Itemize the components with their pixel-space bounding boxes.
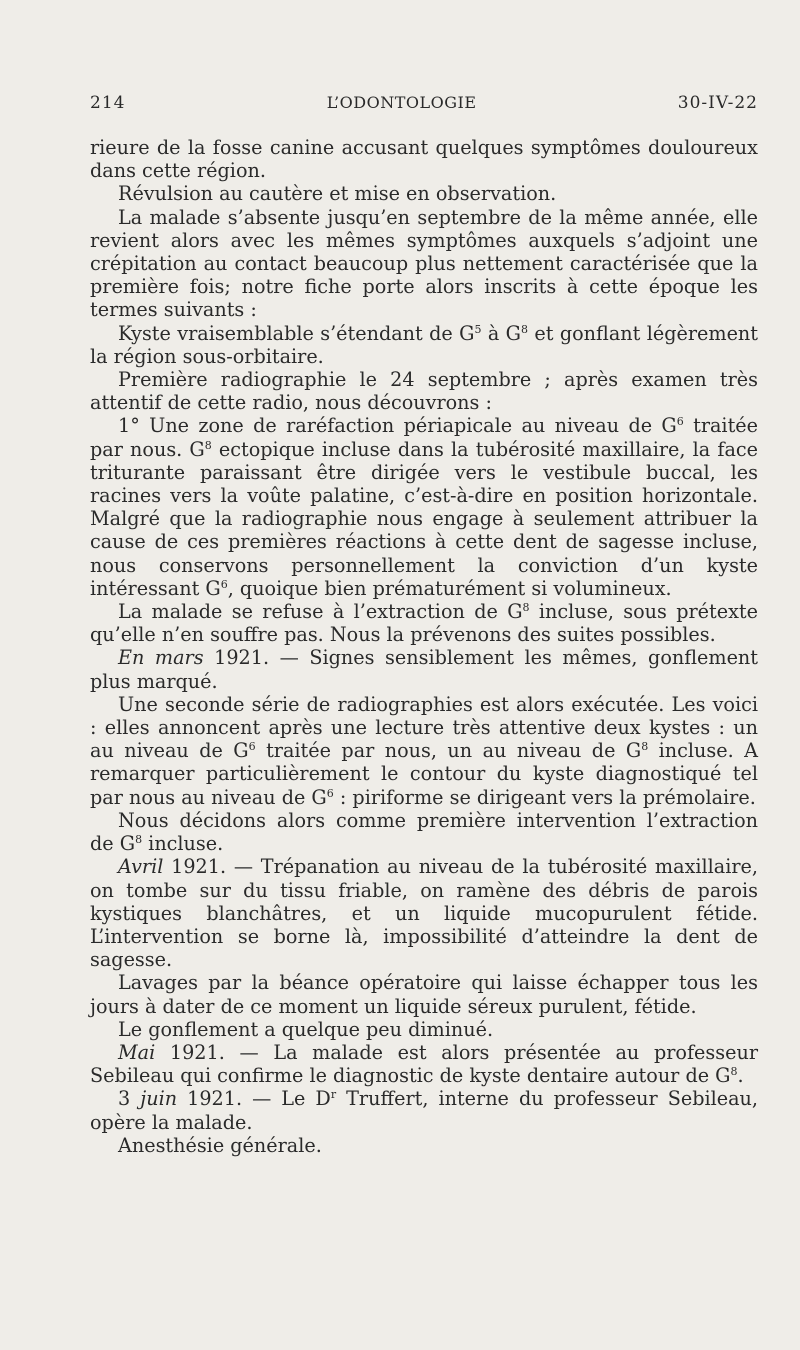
date-italic: Mai <box>118 1040 156 1064</box>
paragraph: Nous décidons alors comme première intervention l’extraction de $G^8$ incluse. <box>90 808 758 856</box>
date-italic: En mars <box>118 646 204 670</box>
paragraph: Mai 1921. — La malade est alors présentée au professeur Sebileau qui confirme le diagnostic de kyste dentaire autour de $G^8$. <box>90 1040 758 1088</box>
paragraph: 1° Une zone de raréfaction périapicale au niveau de $G^6$ traitée par nous. $G^8$ ectopique incluse dans la tubérosité maxillaire, la face triturante paraissant être dirigée vers le vestibule buccal, les racines vers la voûte palatine, c’est-à-dire en position horizontale. Malgré que la radiographie nous engage à seulement attribuer la cause de ces premières réactions à cette dent de sagesse incluse, nous conservons personnellement la conviction d’un kyste intéressant $G^6$, quoique bien prématurément si volumineux. <box>90 414 758 600</box>
paragraph: La malade s’absente jusqu’en septembre de la même année, elle revient alors avec les mêmes symptômes auxquels s’adjoint une crépitation au contact beaucoup plus nettement caractérisée que la première fois; notre fiche porte alors inscrits à cette époque les termes suivants : <box>90 205 758 322</box>
paragraph: rieure de la fosse canine accusant quelques symptômes douloureux dans cette région. <box>90 136 758 183</box>
paragraph: Lavages par la béance opératoire qui laisse échapper tous les jours à dater de ce moment un liquide séreux purulent, fétide. <box>90 971 758 1018</box>
paragraph: Première radiographie le 24 septembre ; après examen très attentif de cette radio, nous découvrons : <box>90 368 758 415</box>
issue-date: 30-IV-22 <box>677 93 758 113</box>
paragraph: Révulsion au cautère et mise en observation. <box>118 182 557 206</box>
paragraph: 3 juin 1921. — Le $D^r$ Truffert, interne du professeur Sebileau, opère la malade. <box>90 1087 758 1134</box>
date-italic: Avril <box>118 855 164 879</box>
paragraph: Anesthésie générale. <box>118 1133 322 1157</box>
paragraph: Avril 1921. — Trépanation au niveau de la tubérosité maxillaire, on tombe sur du tissu friable, on ramène des débris de parois kystiques blanchâtres, et un liquide mucopurulent fétide. L’intervention se borne là, impossibilité d’atteindre la dent de sagesse. <box>90 855 758 972</box>
paragraph: Une seconde série de radiographies est alors exécutée. Les voici : elles annoncent après une lecture très attentive deux kystes : un au niveau de $G^6$ traitée par nous, un au niveau de $G^8$ incluse. A remarquer particulièrement le contour du kyste diagnostiqué tel par nous au niveau de $G^6$ : piriforme se dirigeant vers la prémolaire. <box>90 692 759 809</box>
paragraph: Le gonflement a quelque peu diminué. <box>118 1017 494 1041</box>
paragraph: En mars 1921. — Signes sensiblement les mêmes, gonflement plus marqué. <box>90 646 758 693</box>
running-header <box>90 93 758 113</box>
page-number: 214 <box>90 93 126 113</box>
paragraph: La malade se refuse à l’extraction de $G^8$ incluse, sous prétexte qu’elle n’en souffre pas. Nous la prévenons des suites possibles. <box>90 600 758 647</box>
article-body <box>90 136 758 1157</box>
journal-title: L’ODONTOLOGIE <box>326 93 477 112</box>
paragraph: Kyste vraisemblable s’étendant de $G^5$ à $G^8$ et gonflant légèrement la région sous-orbitaire. <box>90 321 758 368</box>
date-italic: juin <box>140 1087 178 1111</box>
